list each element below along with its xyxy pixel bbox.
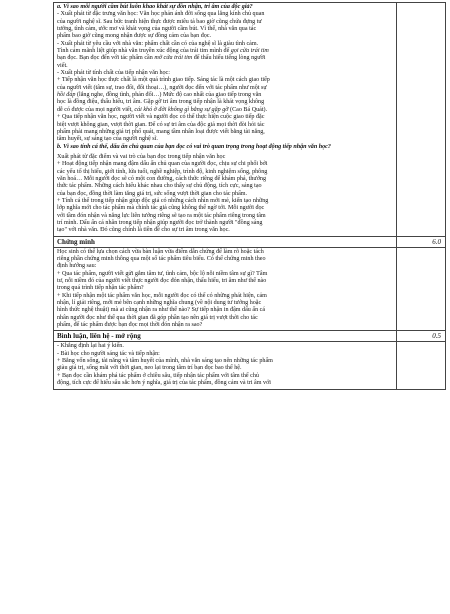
row-explanation	[54, 3, 446, 237]
binh-luan-line: động, tích cực để hiểu sâu sắc hơn ý nghĩa, giá trị của tác phẩm, đồng cảm và tri âm với	[57, 380, 271, 387]
section-a-line: + Tiếp nhận văn học thực chất là một quá trình giao tiếp. Sáng tác là một cách giao tiếp	[57, 77, 270, 84]
section-b-line: lớp nghĩa mới cho tác phẩm mà chính tác giả cũng không thể ngờ tới. Mỗi người đọc	[57, 205, 265, 212]
section-b-line: + Tính cá thể trong tiếp nhận giúp độc giả có những cách nhìn mới mẻ, kiến tạo những	[57, 197, 269, 204]
chung-minh-line: phẩm, để tác phẩm được bạn đọc mọi thời đón nhận ra sao?	[57, 322, 203, 329]
section-a-line: - Xuất phát từ đặc trưng văn học: Văn học phản ánh đời sống qua lăng kính chủ quan	[57, 11, 265, 18]
section-a-line: của người nghệ sĩ. Sau bức tranh hiện thực được miêu tả bao giờ cũng chứa đựng tư	[57, 18, 262, 25]
section-b-line: với tầm đón nhận và năng lực liên tưởng riêng sẽ tạo ra một tác phẩm riêng trong tâm	[57, 212, 266, 219]
binh-luan-line: giàu giá trị, sống mãi với thời gian, neo lại trong tâm trí bạn đọc bao thế hệ.	[57, 365, 242, 372]
section-b-body	[57, 154, 393, 235]
chung-minh-body	[54, 248, 396, 331]
section-a-body	[57, 11, 393, 143]
binh-luan-line: + Bạn đọc cần khám phá tác phẩm ở chiều sâu, tiếp nhận tác phẩm với tâm thế chủ	[57, 372, 259, 379]
section-a-line: biệt vượt không gian, vượt thời gian. Để có sự tri âm của độc giả mọi thời đòi hỏi tác	[57, 121, 265, 128]
section-b-line: tạo" với nhà văn. Đó cũng chính là tiền đề cho sự tri âm trong văn học.	[57, 227, 230, 234]
chung-minh-line: tư, nỗi niềm đó của người viết thực người đọc đón nhận, thấu hiểu, tri âm như thế nào	[57, 278, 267, 285]
section-a-line: hồi đáp (lắng nghe, đồng tình, phản đối…) Mức độ cao nhất của giao tiếp trong văn	[57, 92, 262, 99]
chung-minh-line: định hướng sau:	[57, 263, 97, 270]
chung-minh-line: nhận, lí giải riêng, mới mẻ bên cạnh những nghĩa chung (về nội dung tư tưởng hoặc	[57, 300, 262, 307]
section-a-line: phẩm bao giờ cũng mong nhận được sự đồng cảm của bạn đọc.	[57, 33, 212, 40]
chung-minh-line: Học sinh có thể lựa chọn cách vừa bàn luận vừa điểm dẫn chứng để làm rõ hoặc tách	[57, 248, 264, 255]
chung-minh-score: 6.0	[432, 237, 441, 246]
chung-minh-line: riêng phần chứng minh thông qua một số tác phẩm tiêu biểu. Có thể chứng minh theo	[57, 256, 266, 262]
section-b-line: các yếu tố thị hiếu, giới tính, lứa tuổi, nghề nghiệp, trình độ, kinh nghiệm sống, phông	[57, 168, 268, 175]
row-binh-luan-body	[54, 342, 446, 389]
binh-luan-line: - Khẳng định lại hai ý kiến.	[57, 343, 124, 350]
explanation-score-cell	[397, 3, 446, 237]
chung-minh-heading: Chứng minh	[57, 237, 95, 246]
section-a-line: tưởng, tình cảm, ước mơ và khát vọng của người cầm bút. Vì thế, nhà văn qua tác	[57, 26, 257, 33]
chung-minh-line: nhân người đọc như thế qua thời gian đã góp phần tạo nên giá trị vượt thời cho tác	[57, 314, 258, 321]
chung-minh-body-cell	[54, 247, 397, 331]
section-a-line: + Qua tiếp nhận văn học, người viết và người đọc có thể thực hiện cuộc giao tiếp đặc	[57, 114, 265, 121]
binh-luan-line: - Bài học cho người sáng tác và tiếp nhận:	[57, 350, 160, 357]
section-b-line: trí mình. Dấu ấn cá nhân trong tiếp nhận giúp người đọc trở thành người "đồng sáng	[57, 219, 263, 226]
section-a-line: bạn đọc. Bạn đọc đến với tác phẩm cần mở cửa trái tim để thấu hiểu tiếng lòng người	[57, 55, 266, 62]
explanation-cell	[54, 3, 397, 237]
row-chung-minh-head	[54, 236, 446, 247]
answer-table	[53, 2, 446, 390]
section-a-line: của người viết (tâm sự, trao đổi, đối thoại…), người đọc đến với tác phẩm như một sự	[57, 84, 267, 91]
section-b-line: + Hoạt động tiếp nhận mang đậm dấu ấn chủ quan của người đọc, chịu sự chi phối bởi	[57, 161, 268, 168]
binh-luan-score: 0.5	[432, 332, 441, 341]
section-b-line: của bạn đọc, đồng thời làm tăng giá trị, sức sống vượt thời gian cho tác phẩm.	[57, 190, 248, 197]
row-chung-minh-body	[54, 247, 446, 331]
section-a-line: - Xuất phát từ yêu cầu với nhà văn: phẩm chất cần có của nghệ sĩ là giàu tình cảm.	[57, 40, 259, 47]
section-b-title: b. Vì sao tính cá thể, dấu ấn chủ quan của bạn đọc có vai trò quan trọng trong hoạt động tiếp nhận văn học?	[57, 143, 331, 150]
section-a-title: a. Vì sao mỗi người cầm bút luôn khao khát sự đồn nhận, tri âm của độc giả?	[57, 4, 253, 10]
section-a-line: dễ có được của mọi người viết, cái khó ở đời không gì bằng sự gặp gỡ (Cao Bá Quát).	[57, 106, 268, 113]
chung-minh-score-cell	[397, 236, 446, 247]
binh-luan-body-cell	[54, 342, 397, 389]
binh-luan-heading: Bình luận, liên hệ - mở rộng	[57, 332, 141, 341]
section-b-line: văn hoá… Mỗi người đọc sẽ có một con đường, cách thức riêng để khám phá, thưởng	[57, 175, 267, 182]
binh-luan-score-cell	[397, 331, 446, 342]
section-b-line: thức tác phẩm. Những cách hiểu khác nhau cho thấy sự chủ động, tích cực, sáng tạo	[57, 183, 262, 190]
binh-luan-line: + Bằng vốn sống, tài năng và tâm huyết của mình, nhà văn sáng tạo nên những tác phẩm	[57, 358, 273, 365]
section-a-line: viết.	[57, 62, 68, 69]
section-a-line: tâm huyết, sự sáng tạo của người nghệ sĩ.	[57, 136, 158, 143]
binh-luan-body	[54, 342, 396, 388]
chung-minh-heading-cell	[54, 236, 397, 247]
chung-minh-line: hình thức nghệ thuật) mà ai cũng nhận ra như thế nào? Sự tiếp nhận in đậm dấu ấn cá	[57, 307, 266, 314]
binh-luan-heading-cell	[54, 331, 397, 342]
chung-minh-line: + Qua tác phẩm, người viết gửi gắm tâm tư, tình cảm, bộc lộ nỗi niềm tâm sự gì? Tâm	[57, 270, 268, 277]
chung-minh-line: + Khi tiếp nhận một tác phẩm văn học, mỗi người đọc có thể có những phát hiện, cảm	[57, 292, 267, 299]
section-b-line: Xuất phát từ đặc điểm và vai trò của bạn đọc trong tiếp nhận văn học	[57, 153, 226, 160]
section-a-line: học là đồng điệu, thấu hiểu, tri âm. Gặp gỡ tri âm trong tiếp nhận là khát vọng không	[57, 99, 265, 106]
row-binh-luan-head	[54, 331, 446, 342]
section-a-line: phẩm phải mang những giá trị phổ quát, mang tầm nhân loại được viết bằng tài năng,	[57, 128, 265, 135]
section-a-line: - Xuất phát từ tính chất của tiếp nhận văn học:	[57, 70, 170, 77]
chung-minh-line: trong quá trình tiếp nhận tác phẩm?	[57, 285, 144, 292]
section-a-line: Tình cảm mãnh liệt giúp nhà văn truyền xúc động của trái tim mình để gọi cửa trái tim	[57, 48, 269, 55]
